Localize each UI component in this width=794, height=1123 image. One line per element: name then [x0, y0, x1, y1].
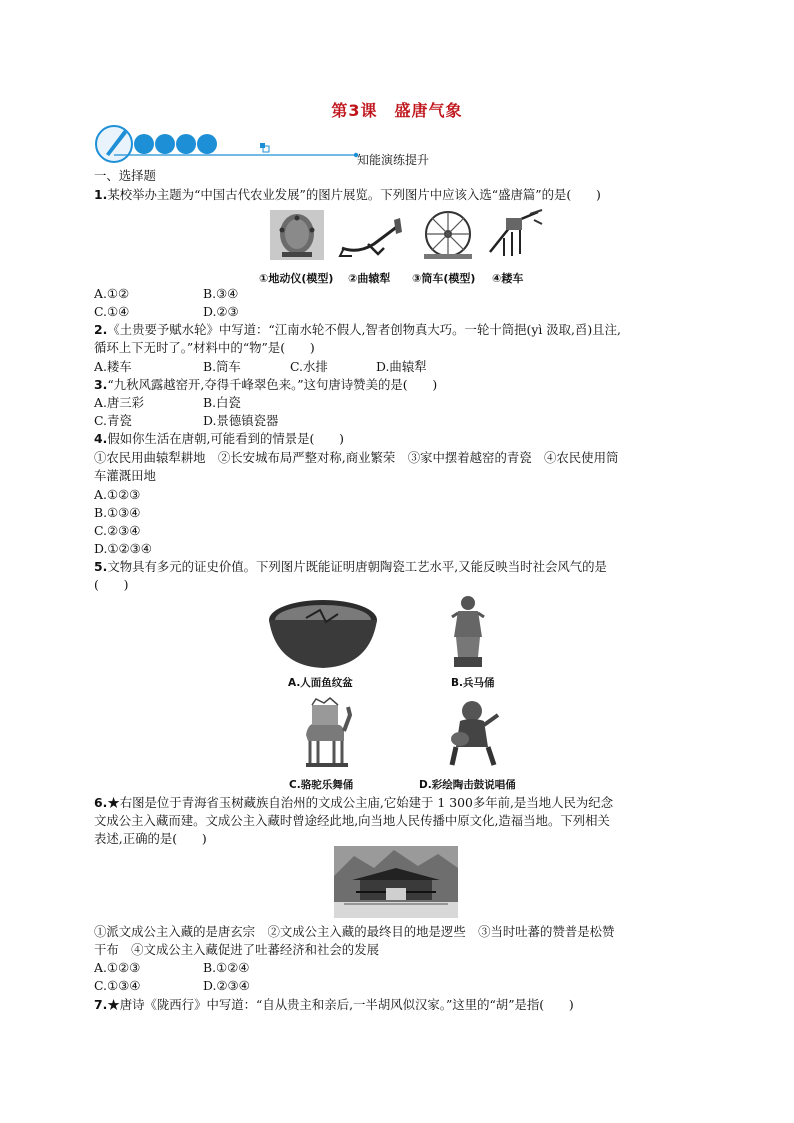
banner-dot-2	[155, 134, 175, 154]
q4-number: 4.	[94, 431, 108, 446]
q5-caption-b: B.兵马俑	[451, 677, 495, 689]
q3-option-b: B.白瓷	[203, 395, 241, 410]
q5-image-camel	[298, 697, 354, 769]
banner-dot-3	[176, 134, 196, 154]
q6-stem-line2: 文成公主入藏而建。文成公主入藏时曾途经此地,向当地人民传播中原文化,造福当地。下列相关	[94, 813, 610, 828]
q1-image-curved-plow	[338, 214, 408, 258]
q4-items-line1: ①农民用曲辕犁耕地 ②长安城布局严整对称,商业繁荣 ③家中摆着越窑的青瓷 ④农民使用筒	[94, 450, 619, 465]
q5-caption-d: D.彩绘陶击鼓说唱俑	[419, 779, 516, 791]
q6-number: 6.	[94, 795, 108, 810]
q6-stem-line3: 表述,正确的是( )	[94, 831, 207, 846]
q2-number: 2.	[94, 322, 108, 337]
q3-stem-text: “九秋风露越窑开,夺得千峰翠色来。”这句唐诗赞美的是( )	[107, 377, 438, 392]
q2-option-d: D.曲辕犁	[376, 359, 427, 374]
q2-option-c: C.水排	[290, 359, 328, 374]
q1-caption-2: ②曲辕犁	[348, 272, 391, 285]
q3-option-c: C.青瓷	[94, 413, 132, 428]
q5-stem-text-1: 文物具有多元的证史价值。下列图片既能证明唐朝陶瓷工艺水平,又能反映当时社会风气的是	[107, 559, 607, 574]
q1-image-seismograph	[270, 210, 324, 260]
q5-stem-line2: ( )	[94, 577, 129, 592]
q1-caption-1: ①地动仪(模型)	[259, 272, 334, 285]
q3-number: 3.	[94, 377, 108, 392]
q2-option-a: A.耧车	[94, 359, 132, 374]
banner-dot-1	[134, 134, 154, 154]
q2-stem-line2: 循环上下无时了。”材料中的“物”是( )	[94, 340, 315, 355]
q6-option-c: C.①③④	[94, 978, 141, 993]
q2-stem-text-1: 《土贵要予赋水轮》中写道：“江南水轮不假人,智者创物真大巧。一轮十筒挹(yì 汲取,舀)且注,	[107, 322, 621, 337]
q5-image-terracotta	[448, 593, 488, 669]
lesson-title: 第3课 盛唐气象	[331, 101, 463, 120]
q1-caption-4: ④耧车	[492, 272, 524, 285]
q1-option-c: C.①④	[94, 304, 130, 319]
q6-image-temple	[334, 846, 458, 918]
q1-stem	[94, 186, 601, 204]
q1-option-d: D.②③	[203, 304, 239, 319]
q5-caption-c: C.骆驼乐舞俑	[289, 779, 354, 791]
q5-image-drummer	[444, 697, 504, 769]
q6-option-b: B.①②④	[203, 960, 250, 975]
q4-stem-text: 假如你生活在唐朝,可能看到的情景是( )	[107, 431, 344, 446]
q3-option-a: A.唐三彩	[94, 395, 145, 410]
q4-option-c: C.②③④	[94, 523, 141, 538]
q6-option-d: D.②③④	[203, 978, 250, 993]
q5-image-basin	[266, 596, 380, 672]
q6-stem-line1	[94, 794, 613, 812]
q7-stem	[94, 996, 574, 1014]
q3-option-d: D.景德镇瓷器	[203, 413, 279, 428]
q1-image-seed-drill	[484, 208, 544, 260]
q1-image-waterwheel	[420, 208, 476, 260]
q2-stem-line1	[94, 321, 621, 339]
q6-items-line1: ①派文成公主入藏的是唐玄宗 ②文成公主入藏的最终目的地是逻些 ③当时吐蕃的赞普是松赞	[94, 924, 615, 939]
q5-stem-line1	[94, 558, 607, 576]
q1-option-a: A.①②	[94, 286, 130, 301]
q7-stem-text: ★唐诗《陇西行》中写道：“自从贵主和亲后,一半胡风似汉家。”这里的“胡”是指( )	[107, 997, 574, 1012]
q1-option-b: B.③④	[203, 286, 239, 301]
banner-label: 知能演练提升	[357, 153, 430, 167]
q6-stem-text-1: ★右图是位于青海省玉树藏族自治州的文成公主庙,它始建于 1 300多年前,是当地人民为纪念	[107, 795, 614, 810]
q1-stem-text: 某校举办主题为“中国古代农业发展”的图片展览。下列图片中应该入选“盛唐篇”的是( )	[107, 187, 601, 202]
q4-items-line2: 车灌溉田地	[94, 468, 156, 483]
q6-items-line2: 干布 ④文成公主入藏促进了吐蕃经济和社会的发展	[94, 942, 379, 957]
q2-option-b: B.筒车	[203, 359, 241, 374]
q4-stem	[94, 430, 344, 448]
q1-caption-3: ③筒车(模型)	[412, 272, 476, 285]
q1-number: 1.	[94, 187, 108, 202]
section-heading: 一、选择题	[94, 168, 156, 183]
q5-number: 5.	[94, 559, 108, 574]
q4-option-b: B.①③④	[94, 505, 141, 520]
banner-dot-4	[197, 134, 217, 154]
q4-option-a: A.①②③	[94, 487, 141, 502]
q4-option-d: D.①②③④	[94, 541, 152, 556]
q7-number: 7.	[94, 997, 108, 1012]
q6-option-a: A.①②③	[94, 960, 141, 975]
q3-stem	[94, 376, 437, 394]
q5-caption-a: A.人面鱼纹盆	[288, 677, 353, 689]
